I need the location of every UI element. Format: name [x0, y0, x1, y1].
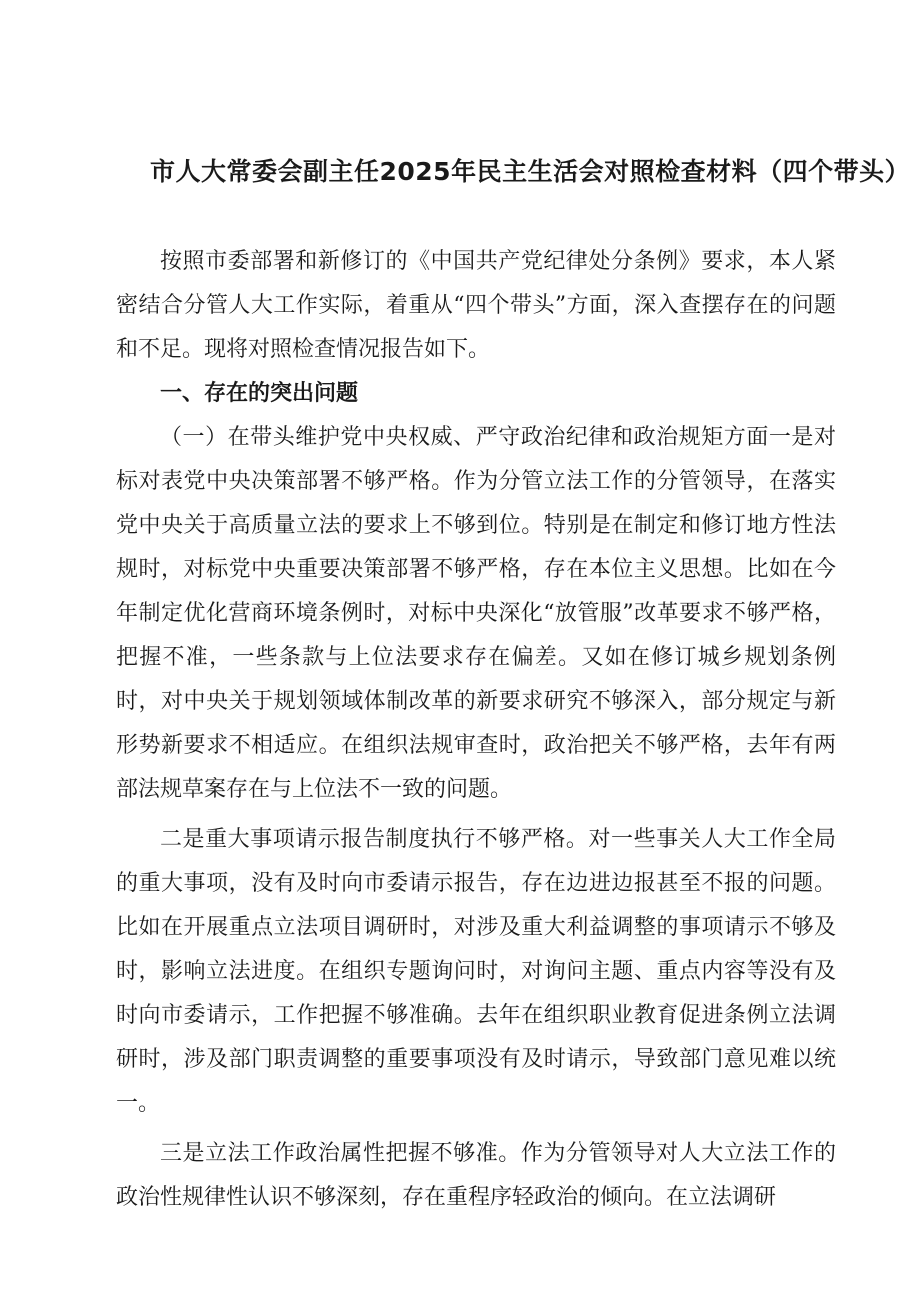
body-paragraph: 三是立法工作政治属性把握不够准。作为分管领导对人大立法工作的政治性规律性认识不够深刻，存在重程序轻政治的倾向。在立法调研: [116, 1141, 836, 1210]
section-heading: 一、存在的突出问题: [160, 381, 359, 406]
document-body: [116, 240, 836, 1220]
intro-paragraph: 按照市委部署和新修订的《中国共产党纪律处分条例》要求，本人紧密结合分管人大工作实际，着重从“四个带头”方面，深入查摆存在的问题和不足。现将对照检查情况报告如下。: [116, 249, 836, 362]
body-paragraph: （一）在带头维护党中央权威、严守政治纪律和政治规矩方面一是对标对表党中央决策部署不够严格。作为分管立法工作的分管领导，在落实党中央关于高质量立法的要求上不够到位。特别是在制定和修订地方性法规时，对标党中央重要决策部署不够严格，存在本位主义思想。比如在今年制定优化营商环境条例时，对标中央深化“放管服”改革要求不够严格，把握不准，一些条款与上位法要求存在偏差。又如在修订城乡规划条例时，对中央关于规划领域体制改革的新要求研究不够深入，部分规定与新形势新要求不相适应。在组织法规审查时，政治把关不够严格，去年有两部法规草案存在与上位法不一致的问题。: [116, 425, 836, 802]
document-title: 市人大常委会副主任2025年民主生活会对照检查材料（四个带头）: [150, 157, 911, 186]
body-paragraph: 二是重大事项请示报告制度执行不够严格。对一些事关人大工作全局的重大事项，没有及时向市委请示报告，存在边进边报甚至不报的问题。比如在开展重点立法项目调研时，对涉及重大利益调整的事项请示不够及时，影响立法进度。在组织专题询问时，对询问主题、重点内容等没有及时向市委请示，工作把握不够准确。去年在组织职业教育促进条例立法调研时，涉及部门职责调整的重要事项没有及时请示，导致部门意见难以统一。: [116, 827, 836, 1116]
